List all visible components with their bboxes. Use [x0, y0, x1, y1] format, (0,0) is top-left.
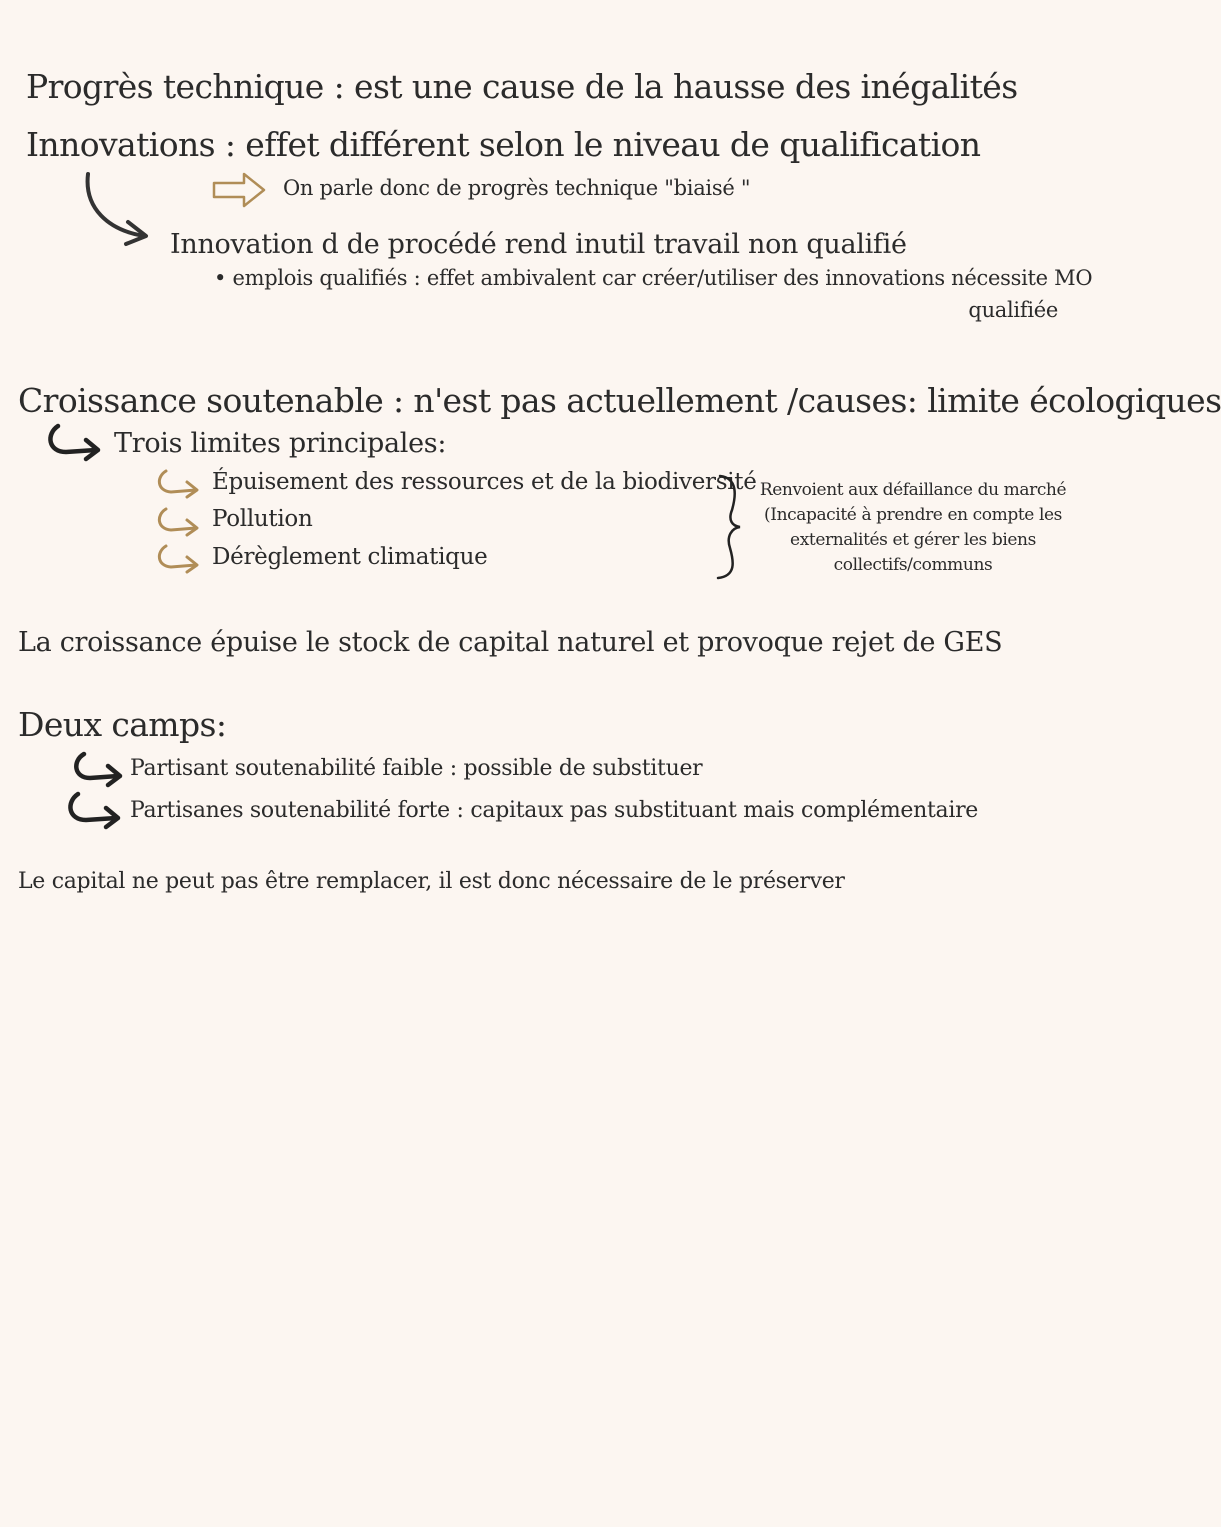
bullet-emplois-qualifies-cont: qualifiée: [968, 298, 1058, 322]
brace-note-line: externalités et gérer les biens: [790, 530, 1036, 550]
innovation-procede-text: Innovation d de procédé rend inutil travail non qualifié: [170, 229, 907, 260]
croissance-epuise-text: La croissance épuise le stock de capital naturel et provoque rejet de GES: [18, 627, 1003, 658]
camp-item-faible: Partisant soutenabilité faible : possible de substituer: [130, 756, 703, 781]
hook-arrow-icon: [44, 422, 104, 462]
limite-item-dereglement: Dérèglement climatique: [212, 544, 488, 570]
right-arrow-icon: [210, 170, 268, 210]
hook-arrow-icon: [64, 790, 124, 830]
brace-note-line: collectifs/communs: [833, 555, 993, 575]
curly-brace-icon: [712, 472, 746, 582]
brace-note: [752, 478, 1074, 578]
subtitle-trois-limites: Trois limites principales:: [114, 428, 447, 459]
brace-note-line: (Incapacité à prendre en compte les: [764, 505, 1062, 525]
limite-item-epuisement: Épuisement des ressources et de la biodiversité: [212, 469, 757, 495]
heading-innovations: Innovations : effet différent selon le niveau de qualification: [26, 125, 981, 164]
hook-arrow-icon: [70, 750, 126, 788]
bullet-emplois-qualifies: • emplois qualifiés : effet ambivalent car créer/utiliser des innovations nécessite MO: [214, 266, 1093, 290]
curved-arrow-icon: [78, 168, 158, 248]
brace-note-line: Renvoient aux défaillance du marché: [759, 480, 1067, 500]
hook-arrow-icon: [154, 543, 202, 575]
camp-item-forte: Partisanes soutenabilité forte : capitaux pas substituant mais complémentaire: [130, 798, 979, 823]
conclusion-text: Le capital ne peut pas être remplacer, il est donc nécessaire de le préserver: [18, 869, 845, 894]
heading-progres-technique: Progrès technique : est une cause de la hausse des inégalités: [26, 67, 1018, 106]
hook-arrow-icon: [154, 468, 202, 500]
note-progres-biaise: On parle donc de progrès technique "biaisé ": [283, 176, 751, 200]
heading-croissance-soutenable: Croissance soutenable : n'est pas actuellement /causes: limite écologiques: [18, 381, 1221, 420]
limite-item-pollution: Pollution: [212, 506, 313, 532]
hook-arrow-icon: [154, 506, 202, 538]
heading-deux-camps: Deux camps:: [18, 705, 227, 744]
